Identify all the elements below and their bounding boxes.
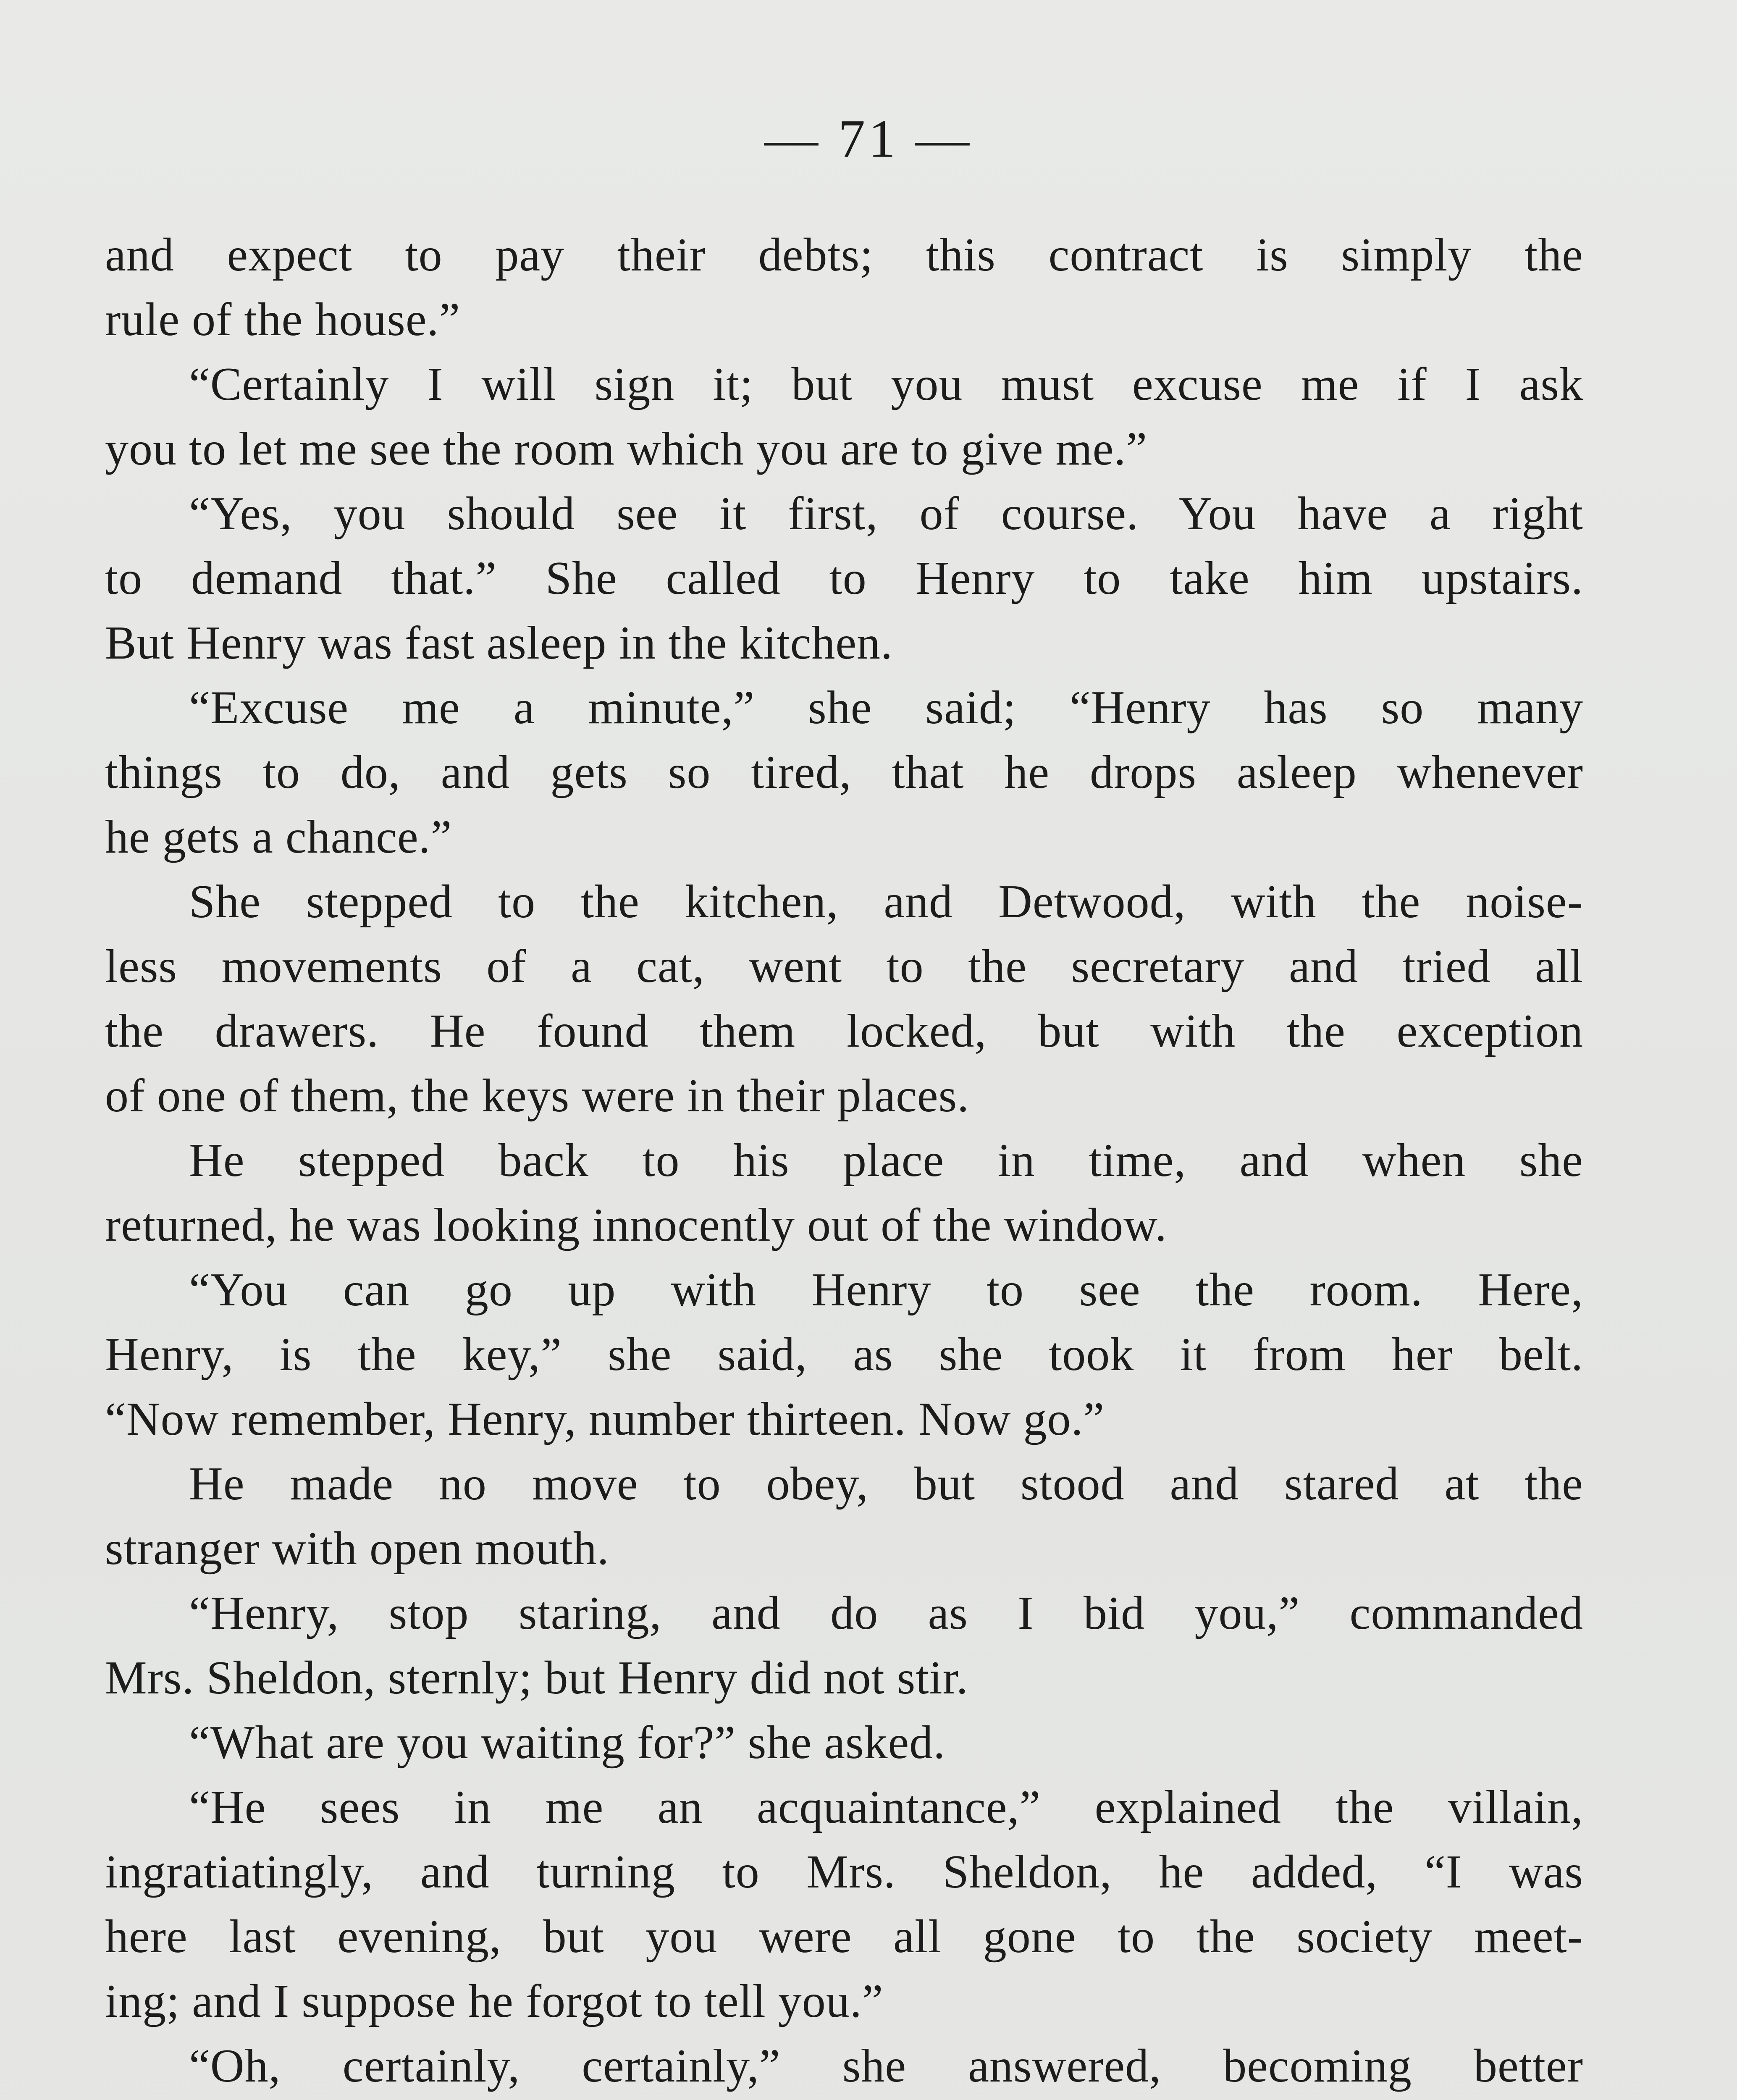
text-line: things to do, and gets so tired, that he drops asleep whenever: [105, 746, 1583, 798]
text-line: stranger with open mouth.: [105, 1522, 609, 1575]
text-line: “He sees in me an acquaintance,” explained the villain,: [189, 1781, 1583, 1833]
text-line: “You can go up with Henry to see the room. Here,: [189, 1264, 1583, 1316]
text-line: and expect to pay their debts; this contract is simply the: [105, 229, 1583, 281]
text-line: you to let me see the room which you are to give me.”: [105, 423, 1148, 475]
text-line: ing; and I suppose he forgot to tell you.”: [105, 1975, 884, 2027]
text-line: rule of the house.”: [105, 294, 461, 346]
text-line: less movements of a cat, went to the secretary and tried all: [105, 940, 1583, 992]
text-line: returned, he was looking innocently out of the window.: [105, 1199, 1167, 1251]
text-line: “What are you waiting for?” she asked.: [189, 1717, 946, 1769]
text-line: the drawers. He found them locked, but with the exception: [105, 1005, 1583, 1057]
text-line: here last evening, but you were all gone to the society meet-: [105, 1911, 1583, 1963]
body-text: [105, 223, 1583, 2100]
text-line: “Oh, certainly, certainly,” she answered, becoming better: [189, 2040, 1583, 2092]
text-line: But Henry was fast asleep in the kitchen.: [105, 617, 893, 669]
text-line: Mrs. Sheldon, sternly; but Henry did not stir.: [105, 1652, 968, 1704]
text-line: “Henry, stop staring, and do as I bid you,” commanded: [189, 1587, 1583, 1639]
text-line: of one of them, the keys were in their places.: [105, 1070, 970, 1122]
text-line: “Certainly I will sign it; but you must excuse me if I ask: [189, 358, 1583, 410]
text-line: to demand that.” She called to Henry to take him upstairs.: [105, 552, 1583, 604]
text-line: “Excuse me a minute,” she said; “Henry has so many: [189, 682, 1583, 734]
text-line: She stepped to the kitchen, and Detwood, with the noise-: [189, 876, 1583, 928]
text-line: he gets a chance.”: [105, 811, 452, 863]
text-line: “Now remember, Henry, number thirteen. Now go.”: [105, 1393, 1105, 1445]
text-line: [105, 2098, 1583, 2100]
text-line: He stepped back to his place in time, and when she: [189, 1134, 1583, 1186]
text-line: Henry, is the key,” she said, as she took it from her belt.: [105, 1328, 1583, 1381]
text-line: “Yes, you should see it first, of course. You have a right: [189, 488, 1583, 540]
text-line: He made no move to obey, but stood and stared at the: [189, 1458, 1583, 1510]
text-line: ingratiatingly, and turning to Mrs. Sheldon, he added, “I was: [105, 1846, 1583, 1898]
page-number: — 71 —: [764, 109, 973, 168]
